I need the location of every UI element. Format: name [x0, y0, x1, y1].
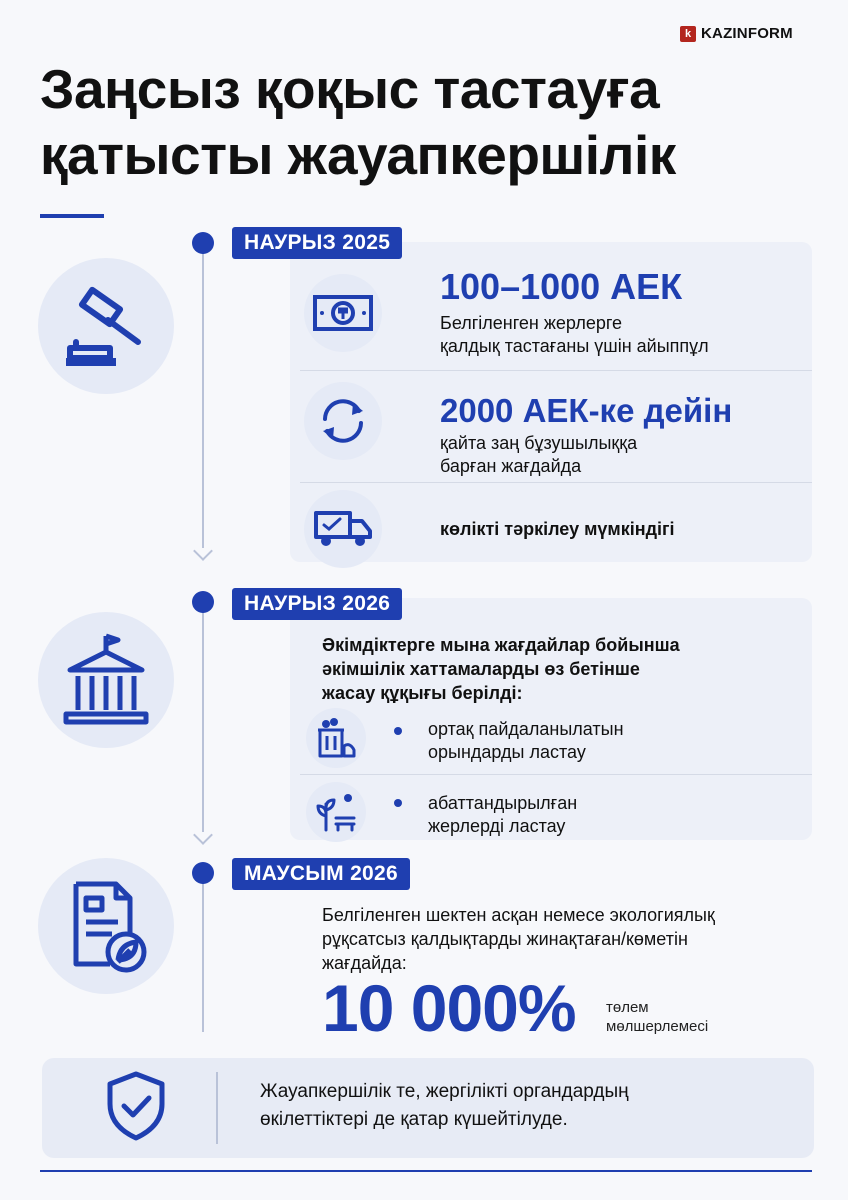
timeline-arrow-1	[193, 541, 213, 561]
stage2-intro-line3: жасау құқығы берілді:	[322, 683, 523, 703]
stage1-dot	[192, 232, 214, 254]
brand-mark: k	[680, 26, 696, 42]
stage2-item2-circle	[306, 782, 366, 842]
stage2-dot	[192, 591, 214, 613]
stage1-label: НАУРЫЗ 2025	[232, 227, 402, 259]
stage2-item2-line1: абаттандырылған	[428, 793, 578, 813]
title-line-2: қатысты жауапкершілік	[40, 124, 676, 186]
stage3-text-line3: жағдайда:	[322, 953, 407, 973]
title-underline	[40, 214, 104, 218]
eco-document-icon	[56, 876, 156, 976]
government-building-icon	[56, 630, 156, 730]
stage1-item3-circle	[304, 490, 382, 568]
stage1-item2-line1: қайта заң бұзушылыққа	[440, 433, 638, 453]
stage2-circle	[38, 612, 174, 748]
shield-check-icon	[100, 1070, 172, 1142]
stage1-item2-headline: 2000 АЕК-ке дейін	[440, 392, 733, 429]
rate-big-number: 10 000%	[322, 971, 576, 1045]
stage2-item1-line1: ортақ пайдаланылатын	[428, 719, 624, 739]
rate-label-line1: төлем	[606, 999, 649, 1016]
stage3-text-line1: Белгіленген шектен асқан немесе экологиялық	[322, 905, 715, 925]
title-line-1: Заңсыз қоқыс тастауға	[40, 58, 660, 120]
stage1-item2-circle	[304, 382, 382, 460]
stage2-separator	[300, 774, 812, 775]
footer-divider	[216, 1072, 218, 1144]
footer-line-1: Жауапкершілік те, жергілікті органдардың	[260, 1081, 629, 1102]
gavel-icon	[56, 276, 156, 376]
stage2-intro-line1: Әкімдіктерге мына жағдайлар бойынша	[322, 635, 680, 655]
timeline-line-3	[202, 882, 204, 1032]
banknote-icon	[311, 291, 375, 335]
stage2-item2-bullet	[394, 799, 402, 807]
stage2-item1-circle	[306, 708, 366, 768]
stage1-item1-circle	[304, 274, 382, 352]
stage3-text-line2: рұқсатсыз қалдықтарды жинақтаған/көметін	[322, 929, 688, 949]
truck-icon	[312, 507, 374, 551]
trash-bin-icon	[314, 716, 358, 760]
brand-name: KAZINFORM	[701, 25, 793, 42]
footer-shield-container	[100, 1070, 172, 1147]
stage2-item2-line2: жерлерді ластау	[428, 816, 566, 836]
page-title	[40, 56, 800, 188]
stage2-item1-bullet	[394, 727, 402, 735]
stage1-separator-2	[300, 482, 812, 483]
stage1-item3-text: көлікті тәркілеу мүмкіндігі	[440, 519, 675, 539]
brand-logo	[680, 25, 793, 42]
stage3-circle	[38, 858, 174, 994]
stage1-item1-line2: қалдық тастағаны үшін айыппұл	[440, 336, 709, 356]
stage1-item1-headline: 100–1000 АЕК	[440, 266, 683, 307]
rate-label-line2: мөлшерлемесі	[606, 1018, 709, 1035]
stage3-label: МАУСЫМ 2026	[232, 858, 410, 890]
footer-line-2: өкілеттіктері де қатар күшейтілуде.	[260, 1109, 568, 1130]
timeline-line-2	[202, 608, 204, 832]
footer-text	[260, 1078, 680, 1134]
stage1-separator-1	[300, 370, 812, 371]
stage1-circle	[38, 258, 174, 394]
refresh-icon	[315, 393, 371, 449]
stage3-dot	[192, 862, 214, 884]
stage1-item2-line2: барған жағдайда	[440, 456, 582, 476]
stage2-item1-line2: орындарды ластау	[428, 742, 586, 762]
bottom-rule	[40, 1170, 812, 1172]
timeline-arrow-2	[193, 825, 213, 845]
stage1-item1-line1: Белгіленген жерлерге	[440, 313, 623, 333]
park-bench-icon	[314, 790, 358, 834]
timeline-line-1	[202, 250, 204, 548]
stage2-intro-line2: әкімшілік хаттамаларды өз бетінше	[322, 659, 640, 679]
stage2-label: НАУРЫЗ 2026	[232, 588, 402, 620]
